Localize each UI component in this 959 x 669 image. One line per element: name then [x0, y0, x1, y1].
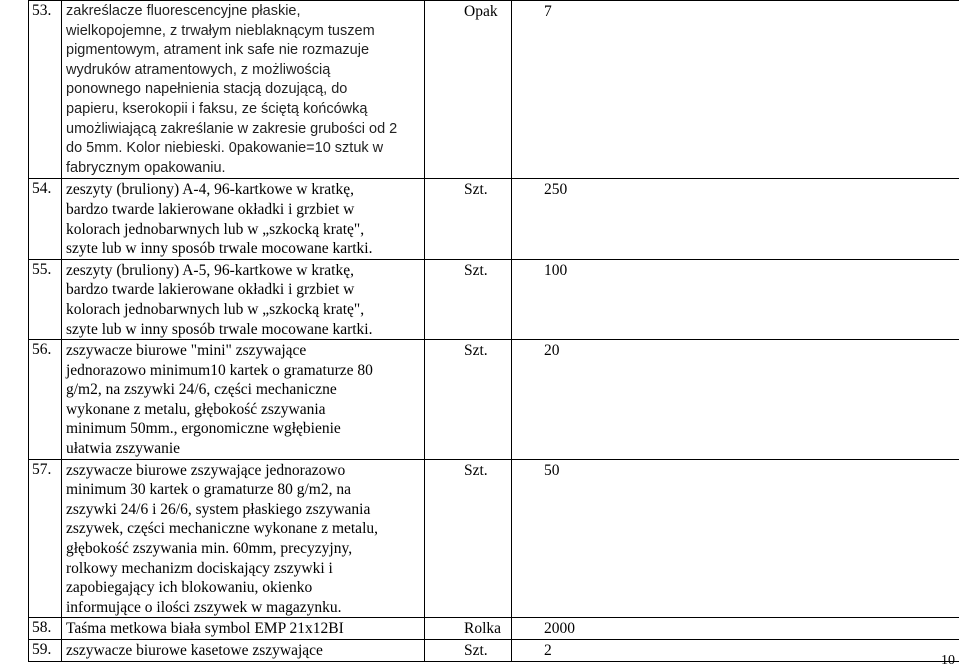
items-table: [28, 0, 959, 662]
description-line: zeszyty (bruliony) A-4, 96-kartkowe w kratkę,: [66, 181, 354, 199]
quantity-value: 250: [544, 181, 568, 199]
quantity-value: 7: [544, 3, 552, 20]
table-row: [29, 640, 959, 662]
item-number: 55.: [29, 259, 62, 339]
table-row: [29, 618, 959, 640]
item-quantity: [512, 179, 959, 259]
item-description: [62, 459, 425, 618]
item-quantity: [512, 1, 959, 179]
description-line: papieru, kserokopii i faksu, ze ściętą końcówką: [66, 100, 368, 117]
description-line: ponownego napełnienia stacją dozującą, do: [66, 81, 348, 98]
item-unit: [425, 618, 512, 640]
description-line: minimum 30 kartek o gramaturze 80 g/m2, na: [66, 481, 351, 499]
item-quantity: [512, 259, 959, 339]
item-description: [62, 340, 425, 460]
items-table-body: [29, 1, 959, 662]
unit-label: Szt.: [464, 181, 488, 199]
description-line: minimum 50mm., ergonomiczne wgłębienie: [66, 420, 341, 438]
item-description: [62, 259, 425, 339]
description-line: szyte lub w inny sposób trwale mocowane kartki.: [66, 320, 373, 338]
item-unit: [425, 459, 512, 618]
item-description: [62, 1, 425, 179]
description-line: zszywki 24/6 i 26/6, system płaskiego zszywania: [66, 500, 371, 518]
quantity-value: 2000: [544, 620, 575, 638]
item-unit: [425, 1, 512, 179]
item-number: 56.: [29, 340, 62, 460]
description-line: wydruków atramentowych, z możliwością: [66, 61, 331, 78]
item-number: 54.: [29, 179, 62, 259]
item-number: 59.: [29, 640, 62, 662]
item-quantity: [512, 459, 959, 618]
description-line: rolkowy mechanizm dociskający zszywki i: [66, 559, 333, 577]
item-quantity: [512, 618, 959, 640]
description-line: Taśma metkowa biała symbol EMP 21x12BI: [66, 620, 344, 638]
description-line: pigmentowym, atrament ink safe nie rozmazuje: [66, 42, 370, 59]
item-description: [62, 179, 425, 259]
quantity-value: 50: [544, 461, 560, 479]
description-line: kolorach jednobarwnych lub w „szkocką kratę",: [66, 220, 365, 238]
item-description: [62, 640, 425, 662]
page-number: 10: [941, 653, 955, 668]
table-row: [29, 1, 959, 179]
item-quantity: [512, 640, 959, 662]
unit-label: Szt.: [464, 342, 488, 360]
description-line: bardzo twarde lakierowane okładki i grzbiet w: [66, 281, 355, 299]
table-row: [29, 340, 959, 460]
quantity-value: 100: [544, 261, 568, 279]
description-line: zszywacze biurowe kasetowe zszywające: [66, 642, 323, 659]
description-line: szyte lub w inny sposób trwale mocowane kartki.: [66, 240, 373, 258]
description-line: bardzo twarde lakierowane okładki i grzbiet w: [66, 200, 355, 218]
item-description: [62, 618, 425, 640]
item-unit: [425, 179, 512, 259]
item-quantity: [512, 340, 959, 460]
quantity-value: 20: [544, 342, 560, 360]
description-line: ułatwia zszywanie: [66, 440, 181, 458]
description-line: zeszyty (bruliony) A-5, 96-kartkowe w kratkę,: [66, 261, 354, 279]
description-line: do 5mm. Kolor niebieski. 0pakowanie=10 sztuk w: [66, 140, 384, 157]
unit-label: Szt.: [464, 642, 488, 659]
description-line: zszywacze biurowe "mini" zszywające: [66, 342, 307, 360]
description-line: umożliwiającą zakreślanie w zakresie grubości od 2: [66, 120, 398, 137]
description-line: g/m2, na zszywki 24/6, części mechaniczne: [66, 381, 337, 399]
description-line: zapobiegający ich blokowaniu, okienko: [66, 579, 313, 597]
description-line: informujące o ilości zszywek w magazynku.: [66, 598, 342, 616]
unit-label: Rolka: [464, 620, 502, 638]
item-number: 53.: [29, 1, 62, 179]
description-line: jednorazowo minimum10 kartek o gramaturze 80: [66, 361, 373, 379]
description-line: zszywek, części mechaniczne wykonane z metalu,: [66, 520, 378, 538]
description-line: zszywacze biurowe zszywające jednorazowo: [66, 461, 346, 479]
item-unit: [425, 340, 512, 460]
item-unit: [425, 259, 512, 339]
table-row: [29, 259, 959, 339]
table-row: [29, 459, 959, 618]
description-line: kolorach jednobarwnych lub w „szkocką kratę",: [66, 300, 365, 318]
item-number: 57.: [29, 459, 62, 618]
quantity-value: 2: [544, 642, 552, 659]
table-row: [29, 179, 959, 259]
description-line: głębokość zszywania min. 60mm, precyzyjny,: [66, 540, 353, 558]
description-line: zakreślacze fluorescencyjne płaskie,: [66, 3, 301, 19]
description-line: fabrycznym opakowaniu.: [66, 159, 226, 176]
unit-label: Opak: [464, 3, 498, 20]
item-unit: [425, 640, 512, 662]
item-number: 58.: [29, 618, 62, 640]
description-line: wielkopojemne, z trwałym nieblaknącym tuszem: [66, 22, 375, 39]
description-line: wykonane z metalu, głębokość zszywania: [66, 400, 326, 418]
unit-label: Szt.: [464, 261, 488, 279]
unit-label: Szt.: [464, 461, 488, 479]
